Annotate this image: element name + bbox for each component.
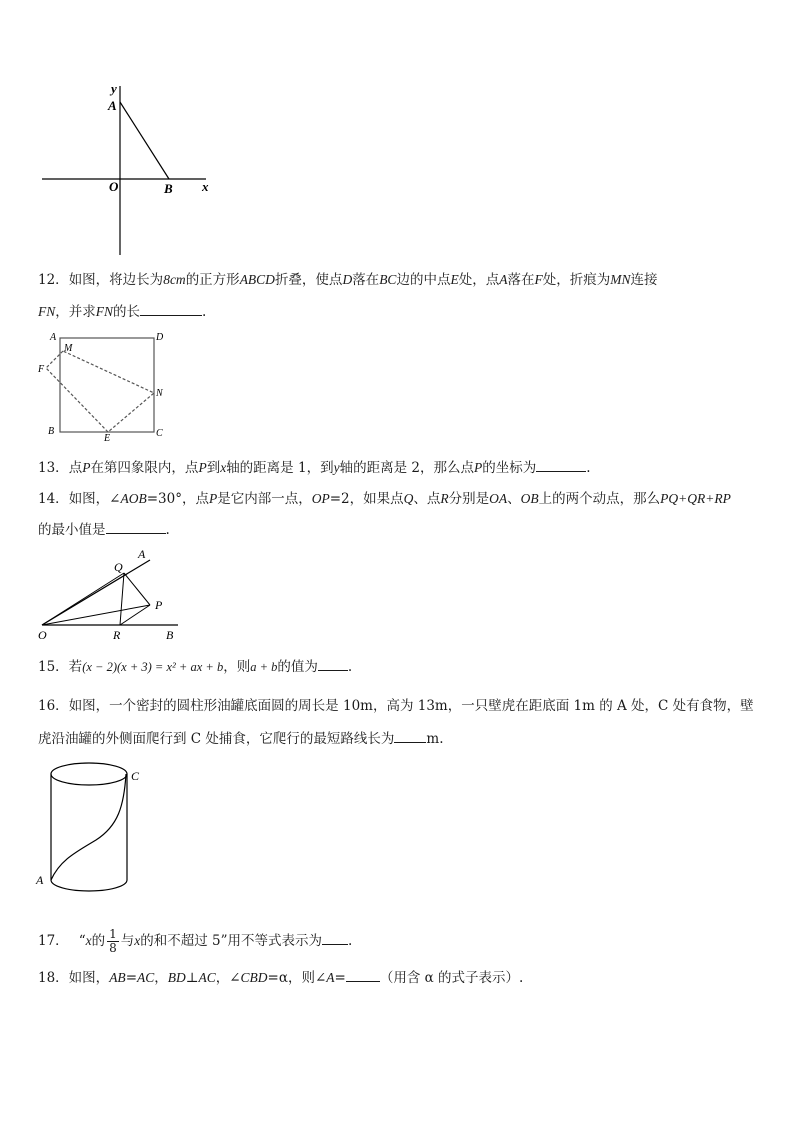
segment-qp: [124, 573, 150, 605]
label-b: B: [164, 181, 173, 196]
fold-lines: [46, 351, 154, 432]
question-18: 18．如图，AB=AC，BD⊥AC，∠CBD=α，则∠A= （用含 α 的式子表示）.: [38, 970, 524, 986]
label-c: C: [156, 428, 163, 439]
question-14-line-1: 14．如图，∠AOB=30°，点P是它内部一点，OP=2，如果点Q、点R分别是OA、OB上的两个动点，那么PQ+QR+RP: [38, 491, 731, 507]
label-n: N: [156, 388, 163, 399]
question-12-line-2: FN，并求FN的长 .: [38, 304, 207, 320]
answer-blank-18[interactable]: [346, 968, 380, 982]
label-p: P: [155, 598, 163, 612]
question-17: 17． “x的 $\frac{1}{8}$ 与x的和不超过 5”用不等式表示为 .: [38, 927, 353, 955]
figure-coordinate-axes: [38, 80, 218, 260]
shortest-path-curve: [51, 774, 126, 880]
label-b: B: [48, 426, 55, 437]
label-a: A: [108, 98, 117, 113]
question-16-line-2: 虎沿油罐的外侧面爬行到 C 处捕食，它爬行的最短路线长为 m.: [38, 731, 444, 747]
label-m: M: [64, 343, 73, 354]
answer-blank-14[interactable]: [106, 520, 166, 534]
fraction-one-eighth: $\frac{1}{8}$: [109, 927, 117, 955]
figure-folded-square: [38, 330, 173, 442]
label-c: C: [131, 769, 140, 783]
label-r: R: [113, 628, 121, 642]
figure-cylinder: [34, 760, 144, 895]
answer-blank-16[interactable]: [394, 729, 426, 743]
label-b: B: [166, 628, 174, 642]
label-d: D: [156, 332, 164, 343]
label-o: O: [109, 179, 119, 194]
question-13: 13．点P在第四象限内，点P到x轴的距离是 1，到y轴的距离是 2，那么点P的坐标为 .: [38, 460, 591, 476]
square-abcd: [60, 338, 154, 432]
cylinder-bottom: [51, 880, 127, 891]
label-e: E: [104, 433, 111, 442]
label-o: O: [38, 628, 47, 642]
question-16-line-1: 16．如图，一个密封的圆柱形油罐底面圆的周长是 10m，高为 13m，一只壁虎在距底面 1m 的 A 处，C 处有食物，壁: [38, 698, 754, 714]
label-q: Q: [114, 560, 123, 574]
question-15: 15．若(x − 2)(x + 3) = x² + ax + b，则a + b的值为 .: [38, 659, 353, 675]
cylinder-top: [51, 763, 127, 785]
answer-blank-17[interactable]: [322, 931, 348, 945]
label-x: x: [202, 179, 209, 194]
label-a: A: [138, 547, 146, 561]
answer-blank-15[interactable]: [318, 657, 348, 671]
answer-blank-13[interactable]: [536, 458, 586, 472]
label-f: F: [38, 364, 45, 375]
label-y: y: [111, 81, 117, 96]
figure-angle-aob: [36, 545, 186, 645]
question-14-line-2: 的最小值是 .: [38, 522, 170, 538]
question-12-line-1: 12．如图，将边长为8cm的正方形ABCD折叠，使点D落在BC边的中点E处，点A落在F处，折痕为MN连接: [38, 272, 658, 288]
label-a: A: [50, 332, 57, 343]
label-a: A: [36, 873, 44, 887]
segment-qr: [120, 573, 124, 625]
segment-ab: [120, 102, 169, 179]
answer-blank-12[interactable]: [140, 302, 202, 316]
